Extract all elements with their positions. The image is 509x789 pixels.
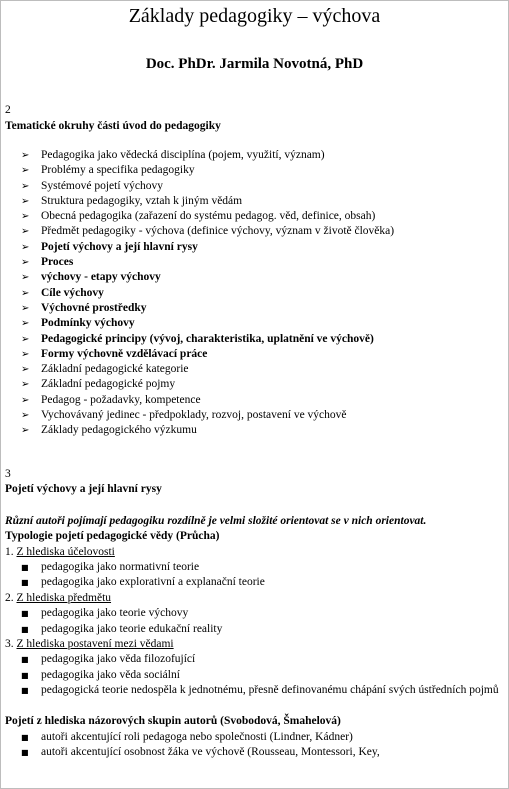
topic-text: Pedagog - požadavky, kompetence xyxy=(41,393,201,406)
bullet-text: pedagogika jako věda filozofující xyxy=(41,653,196,666)
topic-text: Struktura pedagogiky, vztah k jiným vědám xyxy=(41,194,243,207)
document-title: Základy pedagogiky – výchova xyxy=(128,5,381,27)
topic-item xyxy=(21,270,504,285)
bullet-item xyxy=(21,575,504,590)
group-label: Z hlediska účelovosti xyxy=(16,545,115,558)
topic-text: Proces xyxy=(41,256,74,269)
topic-item xyxy=(21,163,504,178)
bullet-item xyxy=(21,730,504,745)
square-bullet-icon: ■ xyxy=(21,670,29,680)
square-bullet-icon: ■ xyxy=(21,685,29,695)
views-heading: Pojetí z hlediska názorových skupin autorů (Svobodová, Šmahelová) xyxy=(5,715,341,728)
topic-item xyxy=(21,301,504,316)
topic-item xyxy=(21,179,504,194)
topic-item xyxy=(21,347,504,362)
arrow-bullet-icon: ➢ xyxy=(21,195,30,207)
group-label: Z hlediska postavení mezi vědami xyxy=(16,637,174,650)
group-number: 3. xyxy=(5,637,17,650)
topic-item xyxy=(21,148,504,163)
slide-number-3: 3 xyxy=(5,467,11,480)
bullet-item xyxy=(21,668,504,683)
slide-number-2: 2 xyxy=(5,104,11,116)
arrow-bullet-icon: ➢ xyxy=(21,165,30,177)
arrow-bullet-icon: ➢ xyxy=(21,302,30,314)
arrow-bullet-icon: ➢ xyxy=(21,318,30,330)
bullet-text: pedagogika jako teorie výchovy xyxy=(41,607,189,620)
arrow-bullet-icon: ➢ xyxy=(21,150,30,161)
square-bullet-icon: ■ xyxy=(21,655,29,665)
typology-group-heading xyxy=(5,637,504,653)
bullet-item xyxy=(21,622,504,637)
topic-text: Výchovné prostředky xyxy=(41,301,147,314)
slide3-heading: Pojetí výchovy a její hlavní rysy xyxy=(5,483,162,496)
bullet-text: pedagogická teorie nedospěla k jednotnému, přesně definovanému chápání svých ústředních pojmů xyxy=(41,683,499,696)
topic-item xyxy=(21,240,504,255)
arrow-bullet-icon: ➢ xyxy=(21,241,30,253)
topic-text: Pedagogické principy (vývoj, charakteristika, uplatnění ve výchově) xyxy=(41,332,374,345)
topic-item xyxy=(21,255,504,270)
arrow-bullet-icon: ➢ xyxy=(21,364,30,376)
bullet-text: pedagogika jako explorativní a explanační teorie xyxy=(41,576,265,589)
topic-text: Předmět pedagogiky - výchova (definice výchovy, význam v životě člověka) xyxy=(41,225,395,238)
square-bullet-icon: ■ xyxy=(21,748,29,758)
arrow-bullet-icon: ➢ xyxy=(21,180,30,192)
topics-list xyxy=(5,148,504,439)
typology-heading: Typologie pojetí pedagogické vědy (Průcha) xyxy=(5,530,220,543)
arrow-bullet-icon: ➢ xyxy=(21,394,30,406)
author-line: Doc. PhDr. Jarmila Novotná, PhD xyxy=(145,56,364,72)
topic-text: Vychovávaný jedinec - předpoklady, rozvoj, postavení ve výchově xyxy=(41,409,347,422)
typology-group-heading xyxy=(5,545,504,561)
bullet-item xyxy=(21,652,504,667)
square-bullet-icon: ■ xyxy=(21,578,29,588)
arrow-bullet-icon: ➢ xyxy=(21,272,30,284)
topic-item xyxy=(21,316,504,331)
arrow-bullet-icon: ➢ xyxy=(21,425,30,437)
square-bullet-icon: ■ xyxy=(21,732,29,742)
typology-groups xyxy=(5,545,504,699)
bullet-text: autoři akcentující roli pedagoga nebo společnosti (Lindner, Kádner) xyxy=(41,730,353,743)
bullet-item xyxy=(21,745,504,760)
bullet-item xyxy=(21,606,504,621)
bullet-item xyxy=(21,560,504,575)
topic-text: Základní pedagogické kategorie xyxy=(41,363,189,376)
topic-text: Základní pedagogické pojmy xyxy=(41,378,176,391)
topic-text: Systémové pojetí výchovy xyxy=(41,179,164,192)
topic-item xyxy=(21,393,504,408)
topic-text: Formy výchovně vzdělávací práce xyxy=(41,347,208,360)
typology-group-list xyxy=(5,652,504,698)
bullet-text: pedagogika jako normativní teorie xyxy=(41,561,200,574)
group-label: Z hlediska předmětu xyxy=(16,591,112,604)
topic-text: Problémy a specifika pedagogiky xyxy=(41,164,195,177)
arrow-bullet-icon: ➢ xyxy=(21,257,30,269)
topic-item xyxy=(21,224,504,239)
square-bullet-icon: ■ xyxy=(21,563,29,573)
topic-item xyxy=(21,408,504,423)
views-list xyxy=(5,730,504,761)
bullet-text: pedagogika jako teorie edukační reality xyxy=(41,622,223,635)
slide3-intro: Různí autoři pojímají pedagogiku rozdílně je velmi složité orientovat se v nich orientovat. xyxy=(5,514,427,527)
topic-text: Cíle výchovy xyxy=(41,286,104,299)
square-bullet-icon: ■ xyxy=(21,624,29,634)
arrow-bullet-icon: ➢ xyxy=(21,226,30,238)
arrow-bullet-icon: ➢ xyxy=(21,379,30,391)
arrow-bullet-icon: ➢ xyxy=(21,410,30,422)
arrow-bullet-icon: ➢ xyxy=(21,348,30,360)
topic-item xyxy=(21,209,504,224)
arrow-bullet-icon: ➢ xyxy=(21,211,30,223)
arrow-bullet-icon: ➢ xyxy=(21,333,30,345)
group-number: 2. xyxy=(5,591,17,604)
topic-item xyxy=(21,377,504,392)
topic-item xyxy=(21,362,504,377)
typology-group-heading xyxy=(5,591,504,607)
bullet-text: pedagogika jako věda sociální xyxy=(41,668,180,681)
topic-item xyxy=(21,194,504,209)
topic-text: výchovy - etapy výchovy xyxy=(41,271,161,284)
topic-item xyxy=(21,332,504,347)
group-number: 1. xyxy=(5,545,17,558)
topic-text: Podmínky výchovy xyxy=(41,317,135,330)
topic-text: Obecná pedagogika (zařazení do systému pedagog. věd, definice, obsah) xyxy=(41,210,376,223)
topic-item xyxy=(21,286,504,301)
arrow-bullet-icon: ➢ xyxy=(21,287,30,299)
topic-text: Pojetí výchovy a její hlavní rysy xyxy=(41,240,198,253)
topic-text: Základy pedagogického výzkumu xyxy=(41,424,197,437)
bullet-item xyxy=(21,683,504,698)
topic-item xyxy=(21,423,504,438)
typology-group-list xyxy=(5,560,504,591)
bullet-text: autoři akcentující osobnost žáka ve výchově (Rousseau, Montessori, Key, xyxy=(41,746,380,759)
topic-text: Pedagogika jako vědecká disciplína (pojem, využití, význam) xyxy=(41,149,325,161)
slide2-heading: Tematické okruhy části úvod do pedagogiky xyxy=(5,119,221,132)
typology-group-list xyxy=(5,606,504,637)
square-bullet-icon: ■ xyxy=(21,609,29,619)
